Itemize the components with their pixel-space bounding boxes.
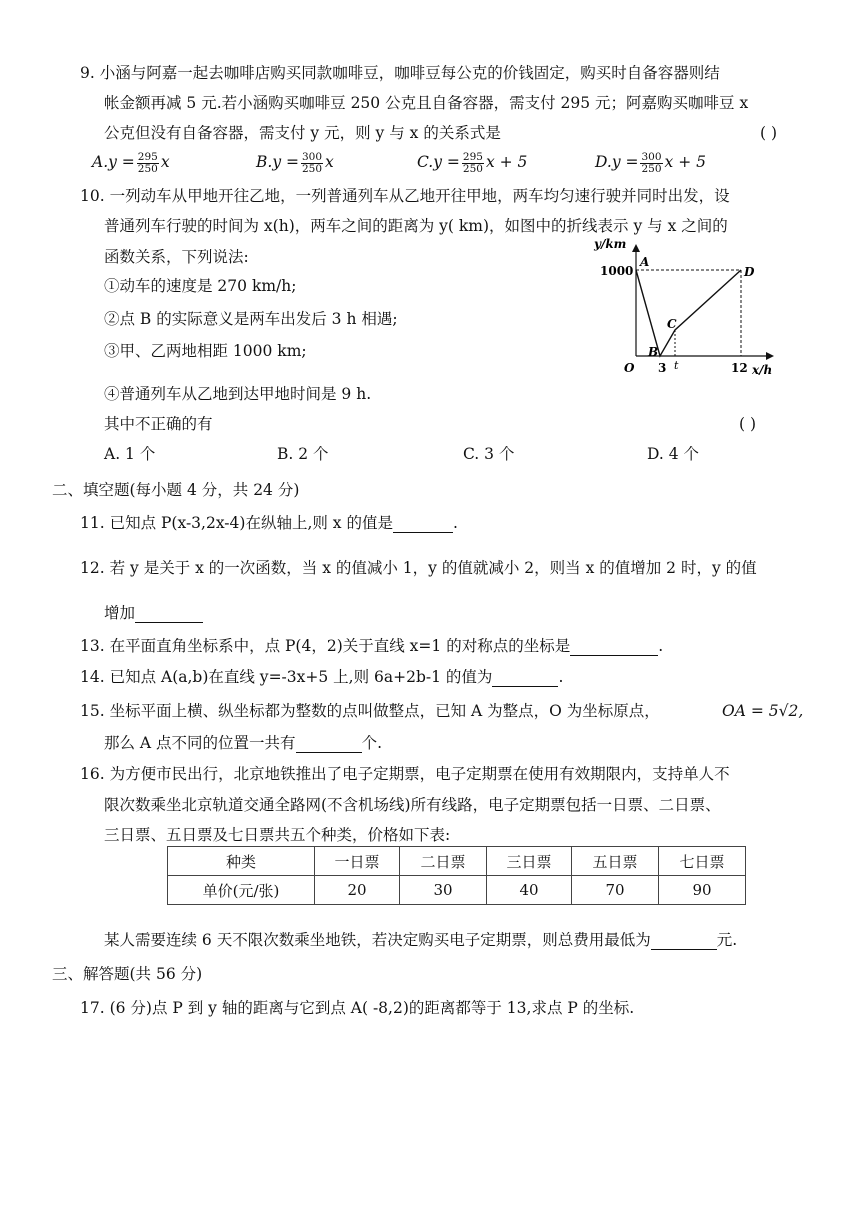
point-c-label: C xyxy=(667,317,677,331)
x-axis-arrow xyxy=(766,352,774,360)
q14-blank[interactable] xyxy=(492,670,558,687)
q16-line2: 限次数乘坐北京轨道交通全路网(不含机场线)所有线路，电子定期票包括一日票、二日票、 xyxy=(104,796,721,814)
q10-statement-3: ③甲、乙两地相距 1000 km; xyxy=(104,342,307,360)
table-cell: 90 xyxy=(659,876,746,905)
q10-ask: 其中不正确的有 xyxy=(104,415,213,433)
ticket-price-table xyxy=(167,846,746,905)
q10-statement-4: ④普通列车从乙地到达甲地时间是 9 h. xyxy=(104,385,372,403)
table-cell: 单价(元/张) xyxy=(168,876,315,905)
q13-blank[interactable] xyxy=(570,639,658,656)
q15-blank[interactable] xyxy=(296,736,362,753)
q16-after: 某人需要连续 6 天不限次数乘坐地铁，若决定购买电子定期票，则总费用最低为 元. xyxy=(104,931,738,949)
q11: 11. 已知点 P(x-3,2x-4)在纵轴上,则 x 的值是 . xyxy=(80,514,458,532)
table-cell: 70 xyxy=(572,876,659,905)
table-cell: 一日票 xyxy=(315,847,400,876)
q16-line3: 三日票、五日票及七日票共五个种类，价格如下表: xyxy=(104,826,451,844)
point-d-label: D xyxy=(744,265,755,279)
q12-blank[interactable] xyxy=(135,606,203,623)
table-cell: 五日票 xyxy=(572,847,659,876)
q10-answer-paren: ( ) xyxy=(739,415,757,433)
q12-line1: 12. 若 y 是关于 x 的一次函数，当 x 的值减小 1，y 的值就减小 2，则当 x 的值增加 2 时，y 的值 xyxy=(80,559,757,577)
q10-statement-1: ①动车的速度是 270 km/h; xyxy=(104,277,297,295)
table-cell: 种类 xyxy=(168,847,315,876)
x-tick-t: t xyxy=(674,359,679,372)
q10-line1: 10. 一列动车从甲地开往乙地，一列普通列车从乙地开往甲地，两车均匀速行驶并同时出发，设 xyxy=(80,187,730,205)
x-tick-12: 12 xyxy=(731,361,748,375)
q11-blank[interactable] xyxy=(393,516,453,533)
q15-line1: 15. 坐标平面上横、纵坐标都为整数的点叫做整点，已知 A 为整点，O 为坐标原点， xyxy=(80,702,660,720)
q10-line3: 函数关系，下列说法: xyxy=(104,248,249,266)
q10-option-a: A. 1 个 xyxy=(104,445,156,463)
q16-line1: 16. 为方便市民出行，北京地铁推出了电子定期票，电子定期票在使用有效期限内，支持单人不 xyxy=(80,765,730,783)
q9-answer-paren: ( ) xyxy=(760,124,778,142)
q12-line2: 增加 xyxy=(104,603,203,623)
table-cell: 二日票 xyxy=(400,847,487,876)
x-tick-3: 3 xyxy=(658,361,667,375)
q15-line2: 那么 A 点不同的位置一共有 个. xyxy=(104,734,382,752)
table-cell: 三日票 xyxy=(487,847,572,876)
origin-label: O xyxy=(624,361,635,375)
q16-blank[interactable] xyxy=(651,933,717,950)
y-axis-label: y/km xyxy=(594,237,627,251)
q9-option-a: A.y = $\frac{295}{250}$ x xyxy=(92,150,170,175)
section-2-heading: 二、填空题(每小题 4 分，共 24 分) xyxy=(52,481,300,499)
q10-option-b: B. 2 个 xyxy=(277,445,329,463)
q17: 17. (6 分)点 P 到 y 轴的距离与它到点 A( -8,2)的距离都等于 13,求点 P 的坐标. xyxy=(80,999,635,1017)
point-a-label: A xyxy=(640,255,650,269)
q13: 13. 在平面直角坐标系中，点 P(4，2)关于直线 x=1 的对称点的坐标是 . xyxy=(80,637,664,655)
y-tick-1000: 1000 xyxy=(600,264,634,278)
q9-option-b: B.y = $\frac{300}{250}$ x xyxy=(256,150,334,175)
q9-option-d: D.y = $\frac{300}{250}$ x + 5 xyxy=(595,150,706,175)
distance-polyline xyxy=(636,270,741,356)
q10-option-d: D. 4 个 xyxy=(647,445,700,463)
q9-option-c: C.y = $\frac{295}{250}$ x + 5 xyxy=(417,150,528,175)
point-b-label: B xyxy=(648,345,659,359)
section-3-heading: 三、解答题(共 56 分) xyxy=(52,965,203,983)
q9-line3: 公克但没有自备容器，需支付 y 元，则 y 与 x 的关系式是 xyxy=(104,124,501,142)
y-axis-arrow xyxy=(632,244,640,252)
table-header-row xyxy=(168,847,746,876)
table-row xyxy=(168,876,746,905)
q10-graph xyxy=(590,232,790,382)
q14: 14. 已知点 A(a,b)在直线 y=-3x+5 上,则 6a+2b-1 的值为 . xyxy=(80,668,564,686)
table-cell: 30 xyxy=(400,876,487,905)
table-cell: 20 xyxy=(315,876,400,905)
q9-line1: 9. 小涵与阿嘉一起去咖啡店购买同款咖啡豆，咖啡豆每公克的价钱固定，购买时自备容器则结 xyxy=(80,64,720,82)
table-cell: 40 xyxy=(487,876,572,905)
table-cell: 七日票 xyxy=(659,847,746,876)
q9-line2: 帐金额再减 5 元.若小涵购买咖啡豆 250 公克且自备容器，需支付 295 元；阿嘉购买咖啡豆 x xyxy=(104,94,749,112)
q10-line2: 普通列车行驶的时间为 x(h)，两车之间的距离为 y( km)，如图中的折线表示 y 与 x 之间的 xyxy=(104,217,728,235)
x-axis-label: x/h xyxy=(752,363,773,377)
q10-option-c: C. 3 个 xyxy=(463,445,515,463)
q10-statement-2: ②点 B 的实际意义是两车出发后 3 h 相遇; xyxy=(104,310,398,328)
q15-formula: OA = 5√2, xyxy=(722,702,804,720)
